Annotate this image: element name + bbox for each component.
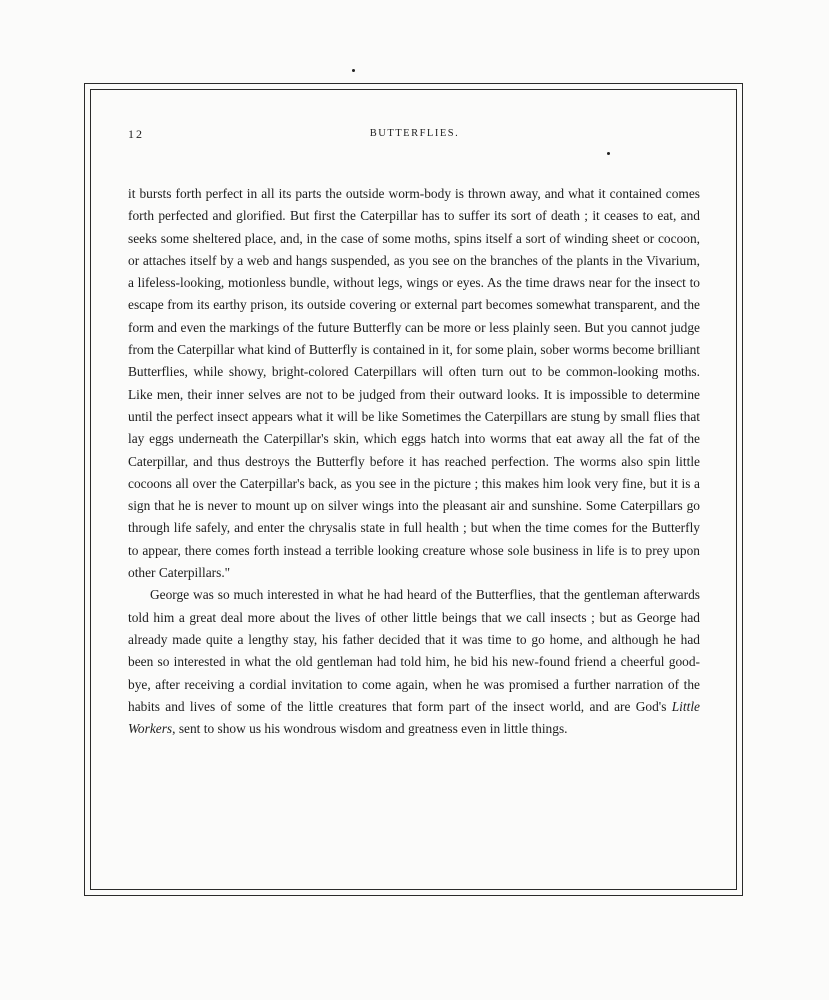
- paragraph-text: , sent to show us his wondrous wisdom and greatness even in little things.: [172, 721, 568, 737]
- body-text: [128, 183, 700, 740]
- print-speck: [352, 69, 355, 72]
- paragraph: [128, 584, 700, 740]
- paragraph-text: George was so much interested in what he had heard of the Butterflies, that the gentleman afterwards told him a great deal more about the lives of other little beings that we call insects ; but as George had already made quite a lengthy stay, his father decided that it was time to go home, and although he had been so interested in what the old gentleman had told him, he bid his new-found friend a cheerful good-bye, after receiving a cordial invitation to come again, when he was promised a further narration of the habits and lives of some of the little creatures that form part of the insect world, and are God's: [128, 587, 700, 714]
- emphasized-text: Little Workers: [128, 698, 700, 737]
- page-number: 12: [128, 127, 144, 141]
- running-title: BUTTERFLIES.: [369, 128, 460, 139]
- paragraph: it bursts forth perfect in all its parts the outside worm-body is thrown away, and what it contained comes forth perfected and glorified. But first the Caterpillar has to suffer its sort of death ; it ceases to eat, and seeks some sheltered place, and, in the case of some moths, spins itself a sort of winding sheet or cocoon, or attaches itself by a web and hangs suspended, as you see on the branches of the plants in the Vivarium, a lifeless-looking, motionless bundle, without legs, wings or eyes. As the time draws near for the insect to escape from its earthy prison, its outside covering or external part becomes somewhat transparent, and the form and even the markings of the future Butterfly can be more or less plainly seen. But you cannot judge from the Caterpillar what kind of Butterfly is contained in it, for some plain, sober worms become brilliant Butterflies, while showy, bright-colored Caterpillars will often turn out to be common-looking moths. Like men, their inner selves are not to be judged from their outward looks. It is impossible to determine until the perfect insect appears what it will be like Sometimes the Caterpillars are stung by small flies that lay eggs underneath the Caterpillar's skin, which eggs hatch into worms that eat away all the fat of the Caterpillar, and thus destroys the Butterfly before it has reached perfection. The worms also spin little cocoons all over the Caterpillar's back, as you see in the picture ; this makes him look very fine, but it is a sign that he is never to mount up on silver wings into the pleasant air and sunshine. Some Caterpillars go through life safely, and enter the chrysalis state in full health ; but when the time comes for the Butterfly to appear, there comes forth instead a terrible looking creature whose sole business in life is to prey upon other Caterpillars.": [128, 186, 700, 581]
